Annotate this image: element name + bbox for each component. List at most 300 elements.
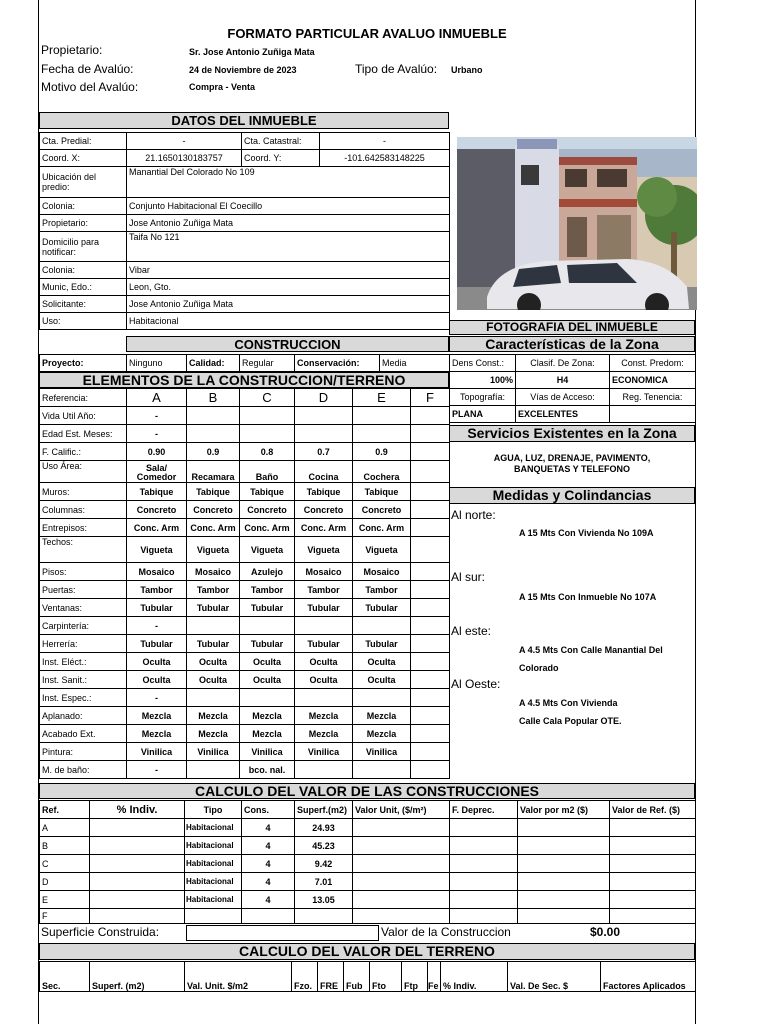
elementos-cell: Mezcla bbox=[295, 725, 353, 743]
vias-acceso-value: EXCELENTES bbox=[516, 406, 610, 423]
elementos-row-label: Inst. Sanit.: bbox=[40, 671, 127, 689]
calculo-const-empty-cell bbox=[353, 855, 450, 873]
elementos-row bbox=[40, 563, 450, 581]
elementos-cell bbox=[411, 425, 450, 443]
const-predom-value: ECONOMICA bbox=[610, 372, 696, 389]
elementos-cell: Tubular bbox=[295, 599, 353, 617]
este-value-1: A 4.5 Mts Con Calle Manantial Del bbox=[519, 645, 663, 655]
tipo-avaluo-value: Urbano bbox=[451, 65, 483, 75]
col-head-e: E bbox=[353, 389, 411, 407]
elementos-cell: Mosaico bbox=[295, 563, 353, 581]
elementos-cell: Tambor bbox=[240, 581, 295, 599]
dens-const-value: 100% bbox=[450, 372, 516, 389]
elementos-cell bbox=[411, 581, 450, 599]
elementos-cell bbox=[187, 689, 240, 707]
cc-head-indiv: % Indiv. bbox=[90, 801, 185, 819]
elementos-row bbox=[40, 725, 450, 743]
calculo-const-tipo: Habitacional bbox=[185, 819, 242, 837]
elementos-cell: Recamara bbox=[187, 461, 240, 483]
calculo-const-empty-cell bbox=[610, 873, 696, 891]
elementos-row bbox=[40, 407, 450, 425]
elementos-cell: Vigueta bbox=[353, 537, 411, 563]
elementos-row bbox=[40, 581, 450, 599]
calculo-const-row bbox=[40, 891, 696, 909]
elementos-cell bbox=[411, 707, 450, 725]
elementos-cell bbox=[411, 443, 450, 461]
conservacion-label: Conservación: bbox=[295, 355, 380, 372]
proyecto-label: Proyecto: bbox=[40, 355, 127, 372]
col-head-a: A bbox=[127, 389, 187, 407]
calculo-const-ref: D bbox=[40, 873, 90, 891]
elementos-cell: Vigueta bbox=[127, 537, 187, 563]
elementos-cell: Tubular bbox=[187, 599, 240, 617]
construccion-heading: CONSTRUCCION bbox=[126, 336, 449, 352]
elementos-cell bbox=[295, 761, 353, 779]
elementos-row bbox=[40, 743, 450, 761]
elementos-row-label: Muros: bbox=[40, 483, 127, 501]
fecha-value: 24 de Noviembre de 2023 bbox=[189, 65, 297, 75]
cc-head-cons: Cons. bbox=[242, 801, 295, 819]
elementos-cell: Vigueta bbox=[295, 537, 353, 563]
valor-construccion-label: Valor de la Construccion bbox=[381, 925, 511, 939]
elementos-cell: Concreto bbox=[127, 501, 187, 519]
elementos-cell: Vinilica bbox=[187, 743, 240, 761]
calculo-const-empty-cell bbox=[353, 837, 450, 855]
calculo-const-empty-cell bbox=[90, 873, 185, 891]
calculo-const-tipo: Habitacional bbox=[185, 837, 242, 855]
elementos-cell bbox=[187, 617, 240, 635]
elementos-row-label: Columnas: bbox=[40, 501, 127, 519]
motivo-label: Motivo del Avalúo: bbox=[41, 80, 139, 94]
uso-value: Habitacional bbox=[127, 313, 450, 330]
ct-head-fzo: Fzo. bbox=[292, 962, 318, 992]
elementos-cell: Mosaico bbox=[187, 563, 240, 581]
elementos-row-label: Puertas: bbox=[40, 581, 127, 599]
elementos-row-label: Inst. Espec.: bbox=[40, 689, 127, 707]
ct-head-ftp: Ftp bbox=[402, 962, 428, 992]
clasif-zona-value: H4 bbox=[516, 372, 610, 389]
elementos-cell: Cochera bbox=[353, 461, 411, 483]
calculo-const-superf: 9.42 bbox=[295, 855, 353, 873]
elementos-row-label: F. Calific.: bbox=[40, 443, 127, 461]
elementos-cell: 0.9 bbox=[353, 443, 411, 461]
elementos-cell: Mezcla bbox=[240, 725, 295, 743]
colonia2-value: Vibar bbox=[127, 262, 450, 279]
calculo-const-empty-cell bbox=[90, 891, 185, 909]
cc-head-valor-m2: Valor por m2 ($) bbox=[518, 801, 610, 819]
superficie-construida-label: Superficie Construida: bbox=[41, 925, 160, 939]
calculo-const-cons: 4 bbox=[242, 819, 295, 837]
calculo-const-empty-cell bbox=[90, 909, 185, 924]
col-head-c: C bbox=[240, 389, 295, 407]
elementos-cell: Baño bbox=[240, 461, 295, 483]
ct-head-fto: Fto bbox=[370, 962, 402, 992]
norte-label: Al norte: bbox=[451, 508, 496, 522]
elementos-cell: Concreto bbox=[240, 501, 295, 519]
elementos-cell: Mezcla bbox=[127, 707, 187, 725]
elementos-cell: Mezcla bbox=[353, 707, 411, 725]
elementos-cell: Oculta bbox=[353, 653, 411, 671]
elementos-cell: Tubular bbox=[127, 599, 187, 617]
munic-value: Leon, Gto. bbox=[127, 279, 450, 296]
ct-head-indiv: % Indiv. bbox=[441, 962, 508, 992]
elementos-cell: Conc. Arm bbox=[187, 519, 240, 537]
elementos-row-label: Techos: bbox=[40, 537, 127, 563]
elementos-cell: bco. nal. bbox=[240, 761, 295, 779]
calculo-const-empty-cell bbox=[450, 873, 518, 891]
elementos-row-label: M. de baño: bbox=[40, 761, 127, 779]
calculo-const-cons bbox=[242, 909, 295, 924]
calculo-const-row bbox=[40, 873, 696, 891]
ct-head-val-sec: Val. De Sec. $ bbox=[508, 962, 601, 992]
elementos-cell bbox=[353, 689, 411, 707]
elementos-cell bbox=[411, 671, 450, 689]
elementos-cell: Tubular bbox=[295, 635, 353, 653]
cc-head-valor-unit: Valor Unit, ($/m²) bbox=[353, 801, 450, 819]
fecha-label: Fecha de Avalúo: bbox=[41, 62, 134, 76]
calculo-const-empty-cell bbox=[353, 909, 450, 924]
elementos-cell bbox=[411, 635, 450, 653]
calculo-const-empty-cell bbox=[450, 891, 518, 909]
coord-x-value: 21.1650130183757 bbox=[127, 150, 242, 167]
elementos-cell: Mezcla bbox=[187, 725, 240, 743]
elementos-cell: Concreto bbox=[187, 501, 240, 519]
reg-tenencia-label: Reg. Tenencia: bbox=[610, 389, 696, 406]
elementos-cell bbox=[295, 407, 353, 425]
calculo-const-row bbox=[40, 819, 696, 837]
este-value-2: Colorado bbox=[519, 663, 559, 673]
calculo-const-empty-cell bbox=[90, 837, 185, 855]
uso-label: Uso: bbox=[40, 313, 127, 330]
elementos-cell: 0.9 bbox=[187, 443, 240, 461]
property-photo bbox=[457, 137, 697, 310]
domicilio-label: Domicilio para notificar: bbox=[40, 232, 127, 262]
elementos-cell: Sala/ Comedor bbox=[127, 461, 187, 483]
elementos-cell: Tabique bbox=[187, 483, 240, 501]
datos-table bbox=[39, 132, 450, 330]
elementos-row-label: Herrería: bbox=[40, 635, 127, 653]
elementos-cell bbox=[187, 761, 240, 779]
calculo-const-tipo bbox=[185, 909, 242, 924]
calculo-const-empty-cell bbox=[353, 873, 450, 891]
elementos-cell: Tabique bbox=[295, 483, 353, 501]
elementos-row-label: Pisos: bbox=[40, 563, 127, 581]
ct-head-val-unit: Val. Unit. $/m2 bbox=[185, 962, 292, 992]
coord-y-label: Coord. Y: bbox=[242, 150, 320, 167]
elementos-cell: Conc. Arm bbox=[127, 519, 187, 537]
calculo-const-empty-cell bbox=[450, 909, 518, 924]
calculo-const-superf: 24.93 bbox=[295, 819, 353, 837]
calculo-const-row bbox=[40, 837, 696, 855]
elementos-cell: 0.8 bbox=[240, 443, 295, 461]
elementos-cell bbox=[187, 407, 240, 425]
avaluo-form bbox=[38, 0, 696, 1024]
calculo-const-empty-cell bbox=[610, 891, 696, 909]
elementos-row-label: Edad Est. Meses: bbox=[40, 425, 127, 443]
elementos-cell: - bbox=[127, 689, 187, 707]
servicios-line2: BANQUETAS Y TELEFONO bbox=[513, 464, 630, 474]
zona-table bbox=[449, 354, 696, 423]
cc-head-tipo: Tipo bbox=[185, 801, 242, 819]
calculo-const-empty-cell bbox=[610, 855, 696, 873]
elementos-cell: Mezcla bbox=[353, 725, 411, 743]
superficie-construida-box bbox=[186, 925, 379, 941]
cc-head-deprec: F. Deprec. bbox=[450, 801, 518, 819]
elementos-row bbox=[40, 653, 450, 671]
cta-predial-label: Cta. Predial: bbox=[40, 133, 127, 150]
ct-head-fre: FRE bbox=[318, 962, 344, 992]
cta-catastral-label: Cta. Catastral: bbox=[242, 133, 320, 150]
calculo-const-ref: C bbox=[40, 855, 90, 873]
oeste-value-1: A 4.5 Mts Con Vivienda bbox=[519, 698, 618, 708]
elementos-cell: Tabique bbox=[127, 483, 187, 501]
reg-tenencia-value bbox=[610, 406, 696, 423]
elementos-cell: Tabique bbox=[240, 483, 295, 501]
ct-head-factores: Factores Aplicados bbox=[601, 962, 696, 992]
ubicacion-value: Manantial Del Colorado No 109 bbox=[127, 167, 450, 198]
ct-head-superf: Superf. (m2) bbox=[90, 962, 185, 992]
calculo-const-empty-cell bbox=[518, 909, 610, 924]
elementos-cell: - bbox=[127, 407, 187, 425]
calculo-const-empty-cell bbox=[450, 819, 518, 837]
col-head-d: D bbox=[295, 389, 353, 407]
cta-catastral-value: - bbox=[320, 133, 450, 150]
norte-value: A 15 Mts Con Vivienda No 109A bbox=[519, 528, 654, 538]
photo-caption: FOTOGRAFIA DEL INMUEBLE bbox=[449, 320, 695, 335]
calculo-const-empty-cell bbox=[450, 837, 518, 855]
elementos-cell: - bbox=[127, 425, 187, 443]
elementos-row bbox=[40, 671, 450, 689]
sur-label: Al sur: bbox=[451, 570, 486, 584]
cc-head-superf: Superf.(m2) bbox=[295, 801, 353, 819]
elementos-row-label: Pintura: bbox=[40, 743, 127, 761]
oeste-value-2: Calle Cala Popular OTE. bbox=[519, 716, 622, 726]
elementos-cell: Concreto bbox=[295, 501, 353, 519]
calculo-const-empty-cell bbox=[610, 837, 696, 855]
elementos-cell: Oculta bbox=[295, 653, 353, 671]
elementos-row bbox=[40, 537, 450, 563]
elementos-cell: Tubular bbox=[240, 599, 295, 617]
col-head-f: F bbox=[411, 389, 450, 407]
elementos-cell: Conc. Arm bbox=[240, 519, 295, 537]
elementos-cell bbox=[240, 407, 295, 425]
elementos-cell: Oculta bbox=[240, 653, 295, 671]
clasif-zona-label: Clasif. De Zona: bbox=[516, 355, 610, 372]
elementos-cell: Mezcla bbox=[240, 707, 295, 725]
calculo-const-ref: B bbox=[40, 837, 90, 855]
const-predom-label: Const. Predom: bbox=[610, 355, 696, 372]
elementos-cell: Mezcla bbox=[127, 725, 187, 743]
elementos-row bbox=[40, 635, 450, 653]
conservacion-value: Media bbox=[380, 355, 450, 372]
calculo-const-empty-cell bbox=[90, 819, 185, 837]
calculo-const-empty-cell bbox=[518, 819, 610, 837]
zona-heading: Características de la Zona bbox=[449, 336, 695, 352]
calculo-const-row bbox=[40, 855, 696, 873]
elementos-cell: Tambor bbox=[353, 581, 411, 599]
elementos-cell bbox=[411, 653, 450, 671]
elementos-cell bbox=[240, 425, 295, 443]
propietario-row-label: Propietario: bbox=[40, 215, 127, 232]
elementos-row-label: Acabado Ext. bbox=[40, 725, 127, 743]
elementos-cell: Vinilica bbox=[240, 743, 295, 761]
elementos-cell: Mezcla bbox=[187, 707, 240, 725]
solicitante-label: Solicitante: bbox=[40, 296, 127, 313]
calculo-const-ref: A bbox=[40, 819, 90, 837]
calculo-const-empty-cell bbox=[518, 837, 610, 855]
elementos-cell bbox=[411, 617, 450, 635]
elementos-cell: Azulejo bbox=[240, 563, 295, 581]
elementos-cell bbox=[353, 761, 411, 779]
calculo-terreno-heading: CALCULO DEL VALOR DEL TERRENO bbox=[39, 943, 695, 960]
coord-y-value: -101.642583148225 bbox=[320, 150, 450, 167]
elementos-cell: Oculta bbox=[127, 671, 187, 689]
propietario-value: Sr. Jose Antonio Zuñiga Mata bbox=[189, 47, 315, 57]
elementos-cell: Vinilica bbox=[353, 743, 411, 761]
munic-label: Munic, Edo.: bbox=[40, 279, 127, 296]
ubicacion-label: Ubicación del predio: bbox=[40, 167, 127, 198]
construccion-table bbox=[39, 354, 450, 372]
colonia-label: Colonia: bbox=[40, 198, 127, 215]
calculo-const-empty-cell bbox=[450, 855, 518, 873]
elementos-cell: - bbox=[127, 761, 187, 779]
elementos-cell: Mosaico bbox=[127, 563, 187, 581]
dens-const-label: Dens Const.: bbox=[450, 355, 516, 372]
calculo-const-cons: 4 bbox=[242, 891, 295, 909]
proyecto-value: Ninguno bbox=[127, 355, 187, 372]
elementos-cell: Tambor bbox=[187, 581, 240, 599]
elementos-cell: Tambor bbox=[295, 581, 353, 599]
elementos-cell: Cocina bbox=[295, 461, 353, 483]
elementos-cell: Vigueta bbox=[187, 537, 240, 563]
calculo-const-superf: 45.23 bbox=[295, 837, 353, 855]
elementos-cell: Tubular bbox=[353, 635, 411, 653]
servicios-heading: Servicios Existentes en la Zona bbox=[449, 425, 695, 442]
calculo-const-empty-cell bbox=[353, 819, 450, 837]
domicilio-value: Taifa No 121 bbox=[127, 232, 450, 262]
elementos-row bbox=[40, 483, 450, 501]
elementos-cell bbox=[353, 407, 411, 425]
ct-head-sec: Sec. bbox=[40, 962, 90, 992]
calculo-const-heading: CALCULO DEL VALOR DE LAS CONSTRUCCIONES bbox=[39, 783, 695, 799]
sur-value: A 15 Mts Con Inmueble No 107A bbox=[519, 592, 657, 602]
ct-head-fe: Fe bbox=[428, 962, 441, 992]
elementos-cell bbox=[411, 537, 450, 563]
elementos-cell bbox=[411, 761, 450, 779]
vias-acceso-label: Vías de Acceso: bbox=[516, 389, 610, 406]
calculo-const-row bbox=[40, 909, 696, 924]
elementos-cell: Vinilica bbox=[295, 743, 353, 761]
elementos-cell: 0.90 bbox=[127, 443, 187, 461]
este-label: Al este: bbox=[451, 624, 492, 638]
elementos-cell bbox=[187, 425, 240, 443]
elementos-cell: Vinilica bbox=[127, 743, 187, 761]
calculo-const-empty-cell bbox=[90, 855, 185, 873]
calidad-value: Regular bbox=[240, 355, 295, 372]
calculo-const-empty-cell bbox=[610, 909, 696, 924]
elementos-cell: Mosaico bbox=[353, 563, 411, 581]
elementos-row bbox=[40, 461, 450, 483]
elementos-cell: Oculta bbox=[295, 671, 353, 689]
elementos-cell: Tabique bbox=[353, 483, 411, 501]
elementos-cell: Oculta bbox=[127, 653, 187, 671]
elementos-cell bbox=[411, 743, 450, 761]
elementos-row-label: Ventanas: bbox=[40, 599, 127, 617]
elementos-row bbox=[40, 425, 450, 443]
elementos-table bbox=[39, 388, 450, 779]
elementos-heading: ELEMENTOS DE LA CONSTRUCCION/TERRENO bbox=[39, 372, 449, 388]
elementos-cell: Oculta bbox=[353, 671, 411, 689]
topografia-value: PLANA bbox=[450, 406, 516, 423]
calculo-const-table bbox=[39, 800, 696, 924]
cc-head-ref: Ref. bbox=[40, 801, 90, 819]
calculo-const-superf: 7.01 bbox=[295, 873, 353, 891]
elementos-cell bbox=[295, 425, 353, 443]
valor-construccion-value: $0.00 bbox=[589, 925, 621, 939]
oeste-label: Al Oeste: bbox=[451, 677, 501, 691]
calculo-const-ref: E bbox=[40, 891, 90, 909]
propietario-label: Propietario: bbox=[41, 43, 103, 57]
elementos-cell bbox=[411, 599, 450, 617]
elementos-cell: Tubular bbox=[187, 635, 240, 653]
calculo-const-empty-cell bbox=[610, 819, 696, 837]
elementos-row-label: Inst. Eléct.: bbox=[40, 653, 127, 671]
elementos-row bbox=[40, 443, 450, 461]
elementos-cell bbox=[295, 617, 353, 635]
elementos-cell: Tubular bbox=[127, 635, 187, 653]
elementos-row-label: Vida Util Año: bbox=[40, 407, 127, 425]
calculo-const-empty-cell bbox=[518, 873, 610, 891]
elementos-row-label: Uso Área: bbox=[40, 461, 127, 483]
calculo-const-empty-cell bbox=[518, 891, 610, 909]
elementos-cell: Oculta bbox=[240, 671, 295, 689]
medidas-heading: Medidas y Colindancias bbox=[449, 487, 695, 504]
calculo-terreno-table bbox=[39, 961, 696, 992]
calculo-const-tipo: Habitacional bbox=[185, 855, 242, 873]
elementos-cell: Tubular bbox=[240, 635, 295, 653]
calculo-const-superf bbox=[295, 909, 353, 924]
elementos-cell: 0.7 bbox=[295, 443, 353, 461]
elementos-cell bbox=[411, 563, 450, 581]
elementos-row bbox=[40, 599, 450, 617]
elementos-cell bbox=[411, 483, 450, 501]
calidad-label: Calidad: bbox=[187, 355, 240, 372]
col-head-b: B bbox=[187, 389, 240, 407]
elementos-cell bbox=[411, 407, 450, 425]
coord-x-label: Coord. X: bbox=[40, 150, 127, 167]
calculo-const-cons: 4 bbox=[242, 837, 295, 855]
elementos-cell bbox=[353, 617, 411, 635]
elementos-cell bbox=[411, 689, 450, 707]
elementos-row bbox=[40, 761, 450, 779]
elementos-cell: - bbox=[127, 617, 187, 635]
calculo-const-empty-cell bbox=[518, 855, 610, 873]
elementos-cell bbox=[240, 689, 295, 707]
elementos-cell: Tubular bbox=[353, 599, 411, 617]
elementos-cell: Oculta bbox=[187, 671, 240, 689]
referencia-label: Referencia: bbox=[40, 389, 127, 407]
calculo-const-superf: 13.05 bbox=[295, 891, 353, 909]
elementos-cell: Conc. Arm bbox=[295, 519, 353, 537]
servicios-line1: AGUA, LUZ, DRENAJE, PAVIMENTO, bbox=[493, 453, 651, 463]
calculo-const-ref: F bbox=[40, 909, 90, 924]
elementos-row bbox=[40, 689, 450, 707]
calculo-const-empty-cell bbox=[353, 891, 450, 909]
calculo-const-cons: 4 bbox=[242, 855, 295, 873]
elementos-row bbox=[40, 617, 450, 635]
elementos-cell: Vigueta bbox=[240, 537, 295, 563]
solicitante-value: Jose Antonio Zuñiga Mata bbox=[127, 296, 450, 313]
